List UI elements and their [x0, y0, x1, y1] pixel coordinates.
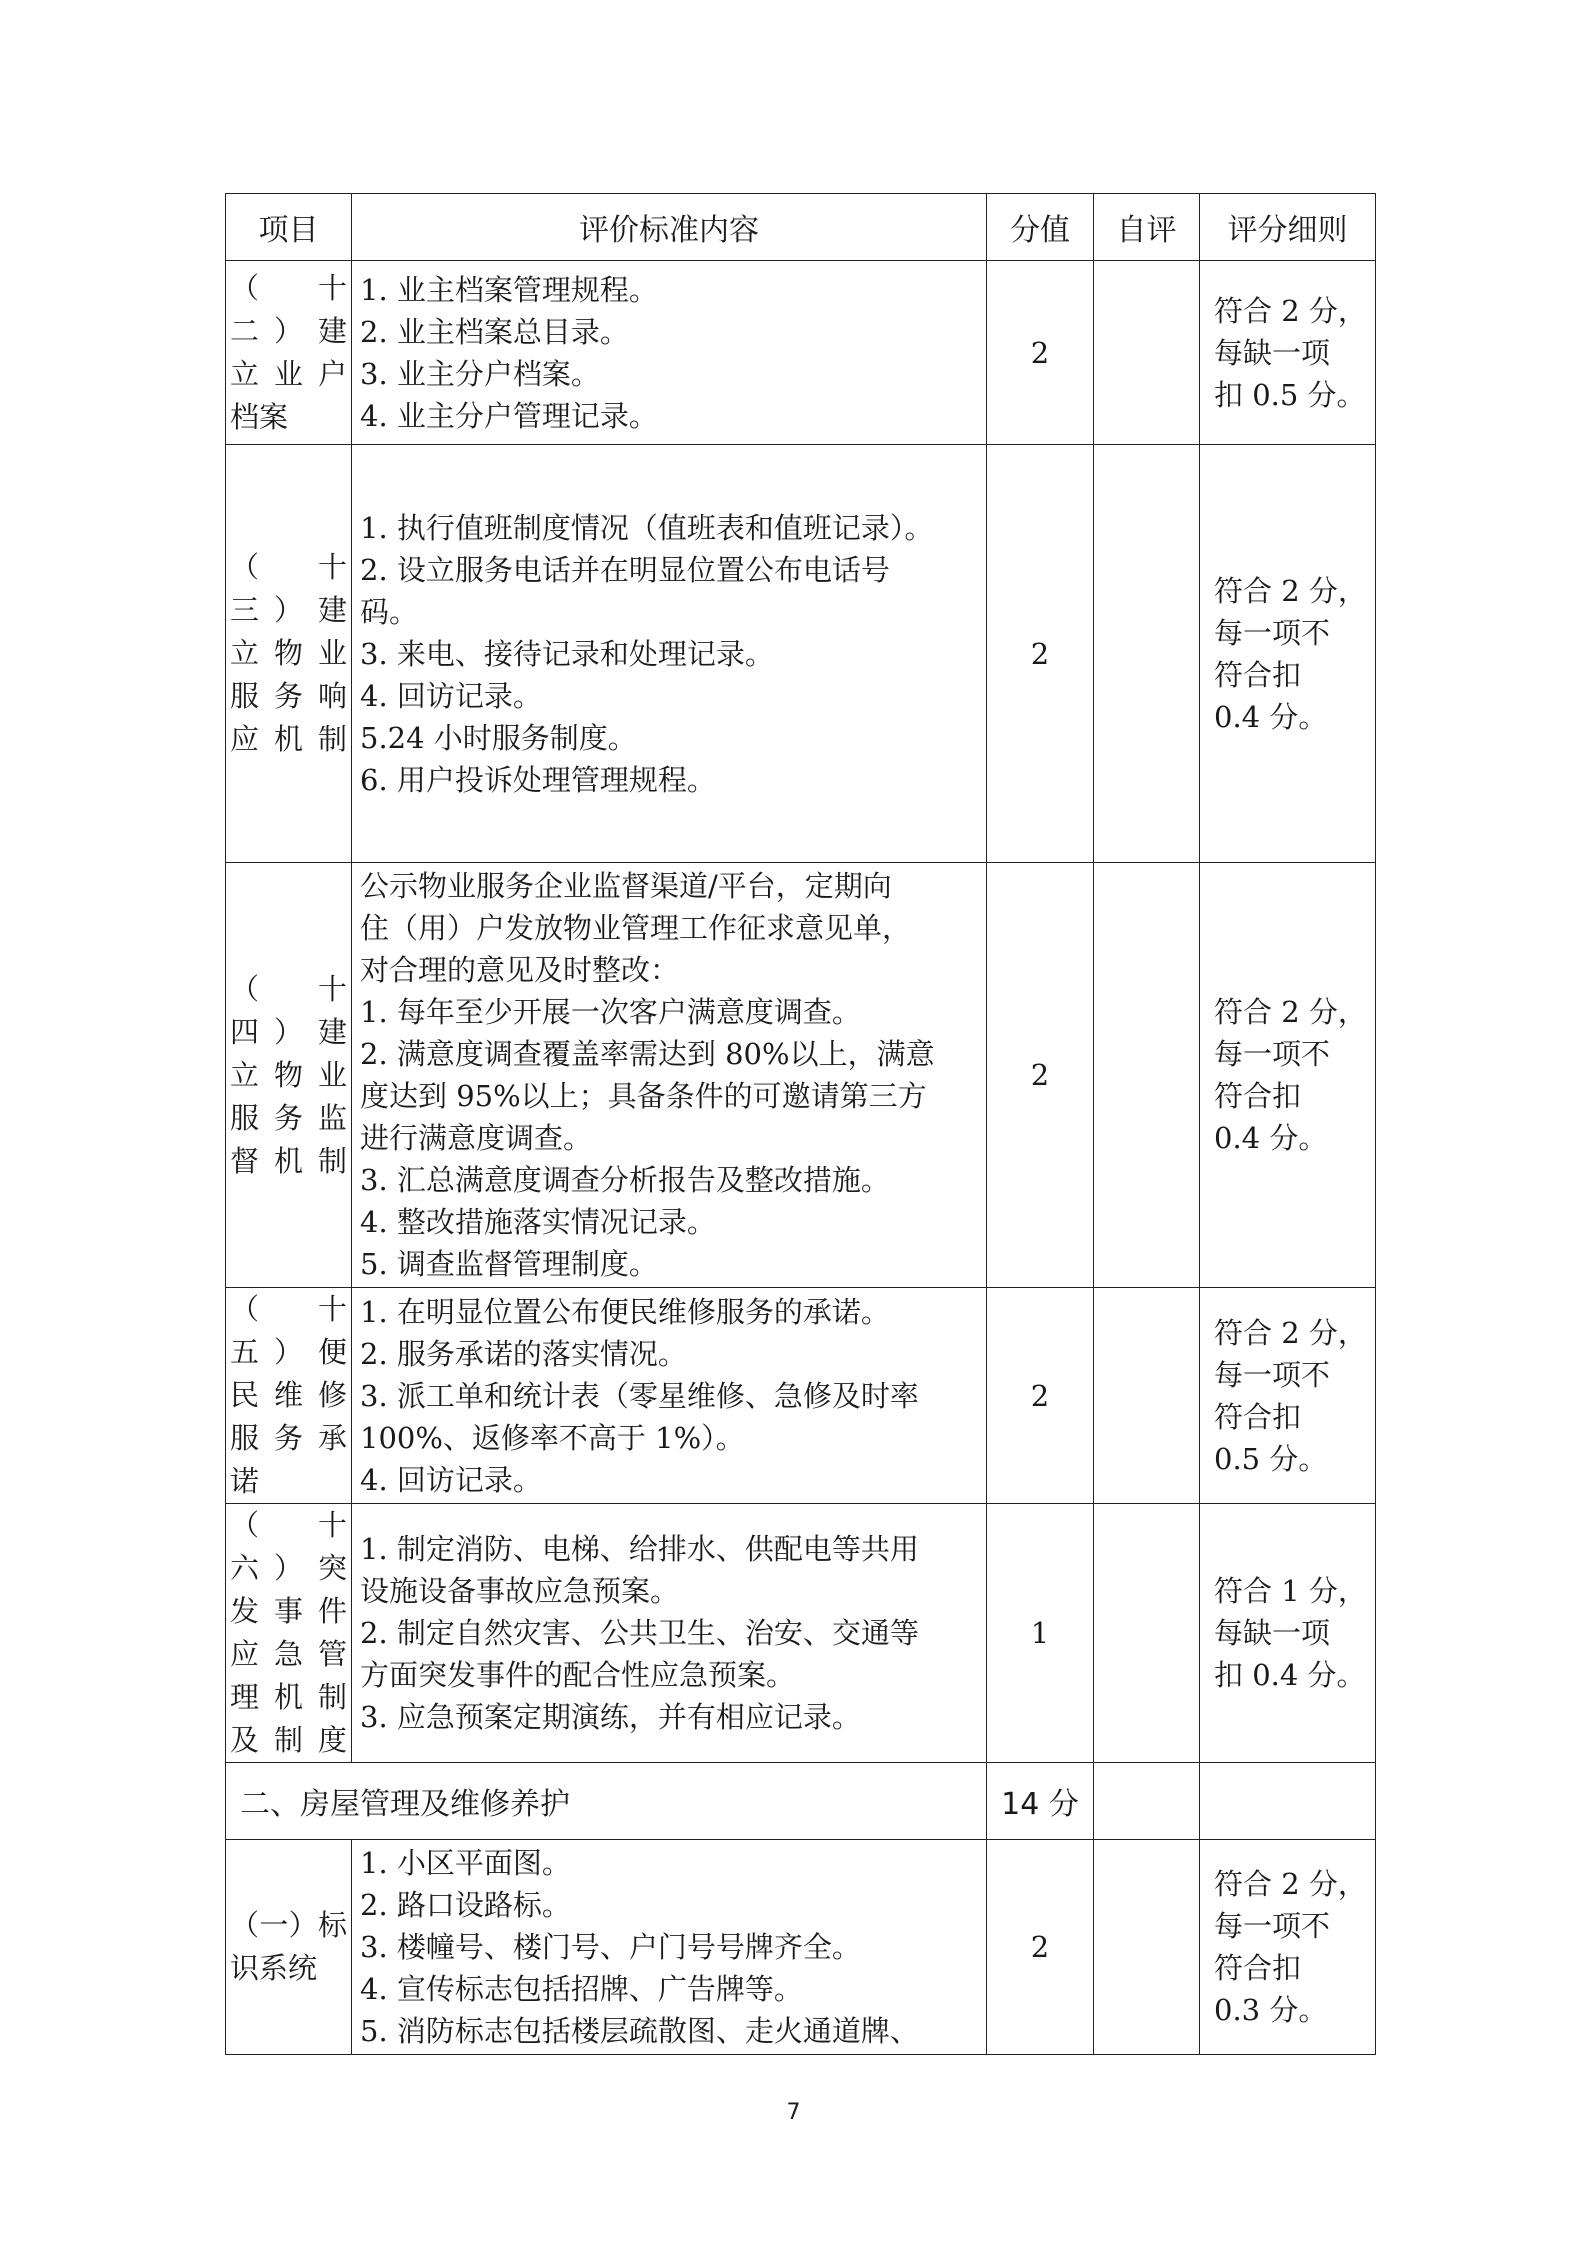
rule-line: 每一项不 — [1214, 615, 1331, 650]
project-cell — [226, 1288, 352, 1504]
header-content: 评价标准内容 — [352, 194, 987, 261]
rule-line: 每一项不 — [1214, 1037, 1331, 1071]
content-line: 5. 调查监督管理制度。 — [360, 1247, 658, 1281]
content-line: 住（用）户发放物业管理工作征求意见单， — [360, 911, 912, 945]
project-line: （ 十 — [230, 270, 347, 305]
table-row — [226, 1288, 1376, 1504]
project-line: 档案 — [230, 399, 289, 434]
rule-line: 扣 0.5 分。 — [1214, 377, 1366, 412]
table-row — [226, 445, 1376, 863]
self-eval-cell[interactable] — [1094, 863, 1200, 1288]
rule-line: 符合 1 分， — [1214, 1574, 1367, 1608]
table-row — [226, 863, 1376, 1288]
section-score: 14 分 — [987, 1763, 1094, 1840]
project-line: 发事件 — [230, 1594, 347, 1628]
content-line: 3. 业主分户档案。 — [360, 356, 600, 391]
content-line: 进行满意度调查。 — [360, 1121, 593, 1155]
project-cell — [226, 863, 352, 1288]
project-line: 五）便 — [230, 1335, 347, 1369]
evaluation-table — [225, 193, 1376, 2055]
rule-line: 符合 2 分， — [1214, 995, 1367, 1029]
content-line: 5. 消防标志包括楼层疏散图、走火通道牌、 — [360, 2014, 919, 2048]
content-line: 2. 制定自然灾害、公共卫生、治安、交通等 — [360, 1616, 919, 1650]
content-line: 3. 来电、接待记录和处理记录。 — [360, 636, 774, 671]
project-line: 服务承 — [230, 1421, 347, 1455]
rule-line: 符合 2 分， — [1214, 1867, 1367, 1901]
content-line: 4. 回访记录。 — [360, 1462, 542, 1497]
rule-line: 每缺一项 — [1214, 335, 1331, 370]
project-line: 识系统 — [230, 1951, 318, 1985]
rule-line: 符合 2 分， — [1214, 1315, 1367, 1350]
rule-cell — [1200, 261, 1376, 445]
rule-line: 0.3 分。 — [1214, 1993, 1328, 2027]
rule-line: 符合扣 — [1214, 1951, 1302, 1985]
content-line: 方面突发事件的配合性应急预案。 — [360, 1658, 796, 1692]
score-cell: 2 — [987, 1840, 1094, 2055]
content-line: 2. 路口设路标。 — [360, 1888, 571, 1922]
rule-cell — [1200, 1504, 1376, 1763]
project-line: 民维修 — [230, 1378, 347, 1412]
project-line: 立业户 — [230, 356, 347, 391]
rule-line: 符合扣 — [1214, 1399, 1302, 1434]
content-line: 3. 派工单和统计表（零星维修、急修及时率 — [360, 1378, 919, 1413]
content-line: 1. 制定消防、电梯、给排水、供配电等共用 — [360, 1532, 919, 1566]
rule-line: 0.4 分。 — [1214, 699, 1328, 734]
project-line: 二）建 — [230, 313, 347, 348]
rule-line: 符合 2 分， — [1214, 573, 1367, 608]
project-line: （ 十 — [230, 550, 347, 584]
content-line: 100%、返修率不高于 1%）。 — [360, 1420, 745, 1455]
rule-line: 每一项不 — [1214, 1909, 1331, 1943]
score-cell: 2 — [987, 863, 1094, 1288]
content-line: 码。 — [360, 594, 419, 629]
project-line: 服务响 — [230, 679, 347, 713]
project-line: （一）标 — [230, 1908, 347, 1942]
content-line: 1. 业主档案管理规程。 — [360, 272, 658, 307]
rule-line: 符合扣 — [1214, 1079, 1302, 1113]
self-eval-cell[interactable] — [1094, 1504, 1200, 1763]
content-line: 4. 整改措施落实情况记录。 — [360, 1205, 716, 1239]
content-line: 4. 宣传标志包括招牌、广告牌等。 — [360, 1972, 803, 2006]
content-line: 6. 用户投诉处理管理规程。 — [360, 762, 716, 797]
project-cell — [226, 261, 352, 445]
content-line: 2. 满意度调查覆盖率需达到 80%以上，满意 — [360, 1037, 935, 1071]
self-eval-cell[interactable] — [1094, 445, 1200, 863]
project-line: 应机制 — [230, 722, 347, 756]
project-line: 六）突 — [230, 1551, 347, 1585]
project-line: 立物业 — [230, 636, 347, 670]
header-project: 项目 — [226, 194, 352, 261]
project-line: 四）建 — [230, 1014, 347, 1049]
project-line: 立物业 — [230, 1057, 347, 1092]
rule-line: 每缺一项 — [1214, 1616, 1331, 1650]
content-line: 3. 楼幢号、楼门号、户门号号牌齐全。 — [360, 1930, 861, 1964]
rule-line: 扣 0.4 分。 — [1214, 1658, 1366, 1692]
table-row — [226, 261, 1376, 445]
content-line: 对合理的意见及时整改： — [360, 953, 680, 987]
rule-line: 符合 2 分， — [1214, 293, 1367, 328]
section-rule — [1200, 1763, 1376, 1840]
rule-line: 每一项不 — [1214, 1357, 1331, 1392]
content-line: 1. 每年至少开展一次客户满意度调查。 — [360, 995, 861, 1029]
rule-line: 符合扣 — [1214, 657, 1302, 692]
content-line: 5.24 小时服务制度。 — [360, 720, 637, 755]
content-line: 1. 在明显位置公布便民维修服务的承诺。 — [360, 1294, 890, 1329]
score-cell: 1 — [987, 1504, 1094, 1763]
content-line: 公示物业服务企业监督渠道/平台，定期向 — [360, 869, 892, 903]
header-score: 分值 — [987, 194, 1094, 261]
project-line: 理机制 — [230, 1680, 347, 1714]
self-eval-cell[interactable] — [1094, 261, 1200, 445]
content-cell — [352, 1288, 987, 1504]
content-cell — [352, 445, 987, 863]
project-line: 督机制 — [230, 1143, 347, 1178]
project-line: （ 十 — [230, 1508, 347, 1542]
rule-line: 0.5 分。 — [1214, 1441, 1328, 1476]
rule-cell — [1200, 863, 1376, 1288]
self-eval-cell[interactable] — [1094, 1288, 1200, 1504]
project-line: 诺 — [230, 1464, 260, 1498]
rule-cell — [1200, 1288, 1376, 1504]
section-row — [226, 1763, 1376, 1840]
page-number: 7 — [786, 2100, 801, 2125]
project-line: 服务监 — [230, 1100, 347, 1135]
project-cell — [226, 1504, 352, 1763]
project-cell — [226, 1840, 352, 2055]
content-cell — [352, 1504, 987, 1763]
content-line: 3. 应急预案定期演练，并有相应记录。 — [360, 1700, 861, 1734]
content-cell — [352, 863, 987, 1288]
section-self-eval[interactable] — [1094, 1763, 1200, 1840]
content-line: 2. 服务承诺的落实情况。 — [360, 1336, 687, 1371]
project-line: 三）建 — [230, 593, 347, 627]
rule-cell — [1200, 445, 1376, 863]
project-line: （ 十 — [230, 1292, 347, 1326]
content-cell — [352, 261, 987, 445]
content-line: 2. 业主档案总目录。 — [360, 314, 629, 349]
content-line: 3. 汇总满意度调查分析报告及整改措施。 — [360, 1163, 890, 1197]
content-line: 4. 回访记录。 — [360, 678, 542, 713]
table-header-row — [226, 194, 1376, 261]
table-row — [226, 1504, 1376, 1763]
header-self-eval: 自评 — [1094, 194, 1200, 261]
project-cell — [226, 445, 352, 863]
content-line: 2. 设立服务电话并在明显位置公布电话号 — [360, 552, 890, 587]
score-cell: 2 — [987, 261, 1094, 445]
rule-line: 0.4 分。 — [1214, 1121, 1328, 1155]
content-cell — [352, 1840, 987, 2055]
content-line: 1. 执行值班制度情况（值班表和值班记录）。 — [360, 510, 934, 545]
table-row — [226, 1840, 1376, 2055]
project-line: 应急管 — [230, 1637, 347, 1671]
score-cell: 2 — [987, 1288, 1094, 1504]
content-line: 1. 小区平面图。 — [360, 1846, 571, 1880]
score-cell: 2 — [987, 445, 1094, 863]
content-line: 设施设备事故应急预案。 — [360, 1574, 680, 1608]
section-title: 二、房屋管理及维修养护 — [226, 1763, 987, 1840]
content-line: 度达到 95%以上；具备条件的可邀请第三方 — [360, 1079, 927, 1113]
header-rule: 评分细则 — [1200, 194, 1376, 261]
project-line: （ 十 — [230, 971, 347, 1006]
self-eval-cell[interactable] — [1094, 1840, 1200, 2055]
project-line: 及制度 — [230, 1723, 347, 1757]
rule-cell — [1200, 1840, 1376, 2055]
content-line: 4. 业主分户管理记录。 — [360, 398, 658, 433]
